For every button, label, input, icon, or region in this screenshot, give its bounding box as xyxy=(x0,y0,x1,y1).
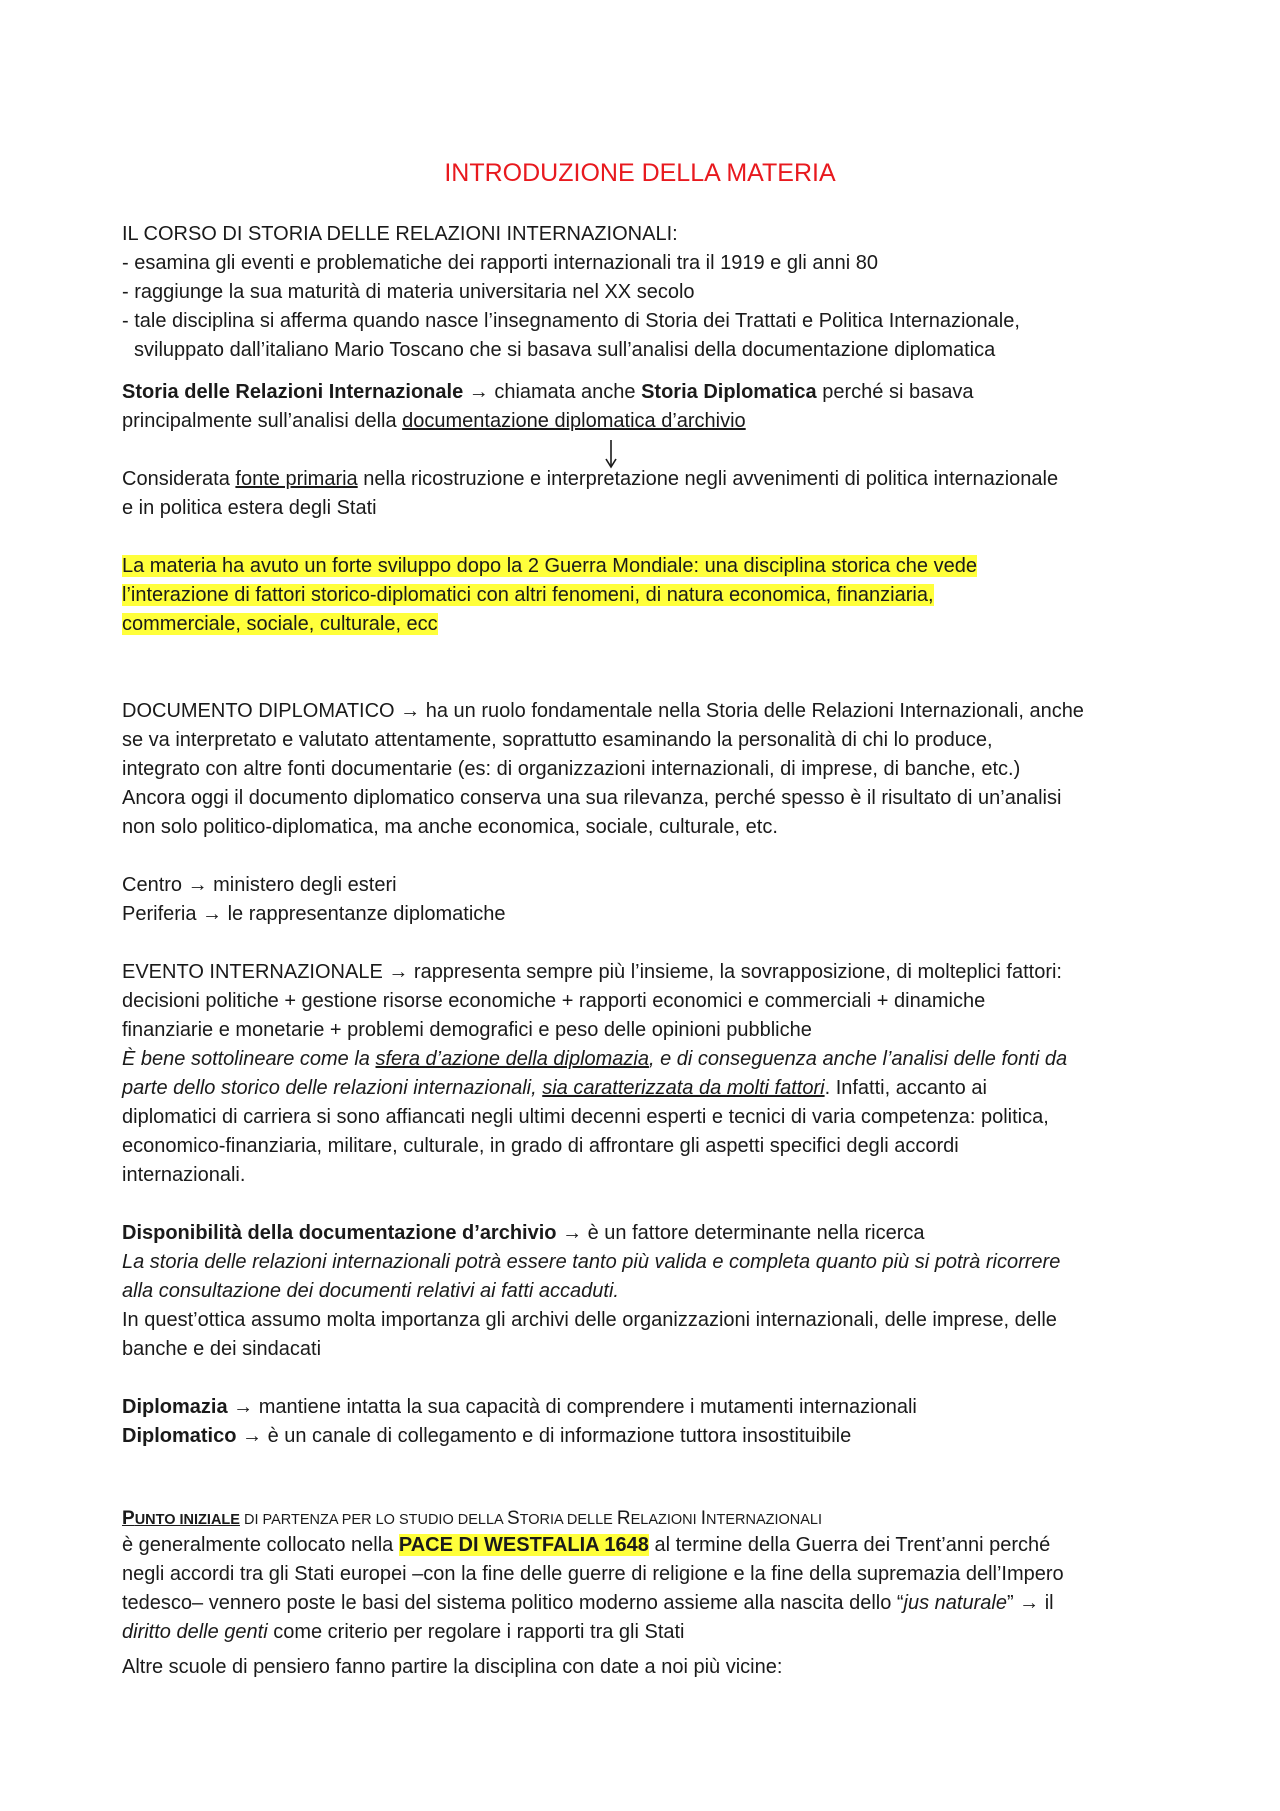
diplomazia-line: Diplomazia → mantiene intatta la sua capacità di comprendere i mutamenti internazionali xyxy=(122,1396,917,1418)
westfalia-highlight: PACE DI WESTFALIA 1648 xyxy=(398,1534,649,1556)
course-item: - esamina gli eventi e problematiche dei rapporti internazionali tra il 1919 e gli anni 80 xyxy=(122,252,878,274)
documento-line: DOCUMENTO DIPLOMATICO → ha un ruolo fondamentale nella Storia delle Relazioni Internazionali, anche xyxy=(122,700,1084,722)
storia-line-2: principalmente sull’analisi della documentazione diplomatica d’archivio xyxy=(122,410,746,432)
disponibilita-line: In quest’ottica assumo molta importanza gli archivi delle organizzazioni internazionali, delle imprese, delle xyxy=(122,1309,1057,1331)
punto-line: è generalmente collocato nella PACE DI WESTFALIA 1648 al termine della Guerra dei Trent’anni perché xyxy=(122,1534,1051,1556)
punto-line: tedesco– vennero poste le basi del sistema politico moderno assieme alla nascita dello “jus naturale” → il xyxy=(122,1592,1054,1614)
punto-heading: PUNTO INIZIALE DI PARTENZA PER LO STUDIO DELLA STORIA DELLE RELAZIONI INTERNAZIONALI xyxy=(122,1508,823,1529)
disponibilita-term: Disponibilità della documentazione d’archivio xyxy=(122,1222,557,1244)
highlight-line: commerciale, sociale, culturale, ecc xyxy=(122,613,438,635)
course-item: - tale disciplina si afferma quando nasce l’insegnamento di Storia dei Trattati e Politica Internazionale, xyxy=(122,310,1020,332)
sfera-line: internazionali. xyxy=(122,1164,246,1186)
sfera-section xyxy=(122,1045,1172,1190)
considerata-section xyxy=(122,465,1172,523)
sfera-line: È bene sottolineare come la sfera d’azione della diplomazia, e di conseguenza anche l’analisi delle fonti da xyxy=(122,1048,1068,1070)
centro-section xyxy=(122,871,1172,929)
course-item: - raggiunge la sua maturità di materia universitaria nel XX secolo xyxy=(122,281,695,303)
documento-line: integrato con altre fonti documentarie (es: di organizzazioni internazionali, di imprese, di banche, etc.) xyxy=(122,758,1021,780)
course-heading: IL CORSO DI STORIA DELLE RELAZIONI INTERNAZIONALI: xyxy=(122,223,678,245)
documento-line: Ancora oggi il documento diplomatico conserva una sua rilevanza, perché spesso è il risultato di un’analisi xyxy=(122,787,1062,809)
diplomazia-section xyxy=(122,1393,1172,1451)
storia-term-2: Storia Diplomatica xyxy=(641,381,817,403)
course-item: sviluppato dall’italiano Mario Toscano che si basava sull’analisi della documentazione diplomatica xyxy=(134,339,996,361)
disponibilita-section xyxy=(122,1219,1172,1364)
evento-line: finanziarie e monetarie + problemi demografici e peso delle opinioni pubbliche xyxy=(122,1019,812,1041)
sfera-line: parte dello storico delle relazioni internazionali, sia caratterizzata da molti fattori. Infatti, accanto ai xyxy=(122,1077,987,1099)
centro-line: Centro → ministero degli esteri xyxy=(122,874,397,896)
evento-section xyxy=(122,958,1172,1045)
page-title: INTRODUZIONE DELLA MATERIA xyxy=(444,159,836,187)
disponibilita-line: banche e dei sindacati xyxy=(122,1338,322,1360)
storia-term: Storia delle Relazioni Internazionale xyxy=(122,381,464,403)
highlight-section xyxy=(122,552,1172,639)
storia-line: Storia delle Relazioni Internazionale → chiamata anche Storia Diplomatica perché si basava xyxy=(122,381,974,403)
disponibilita-line: La storia delle relazioni internazionali potrà essere tanto più valida e completa quanto più si potrà ricorrere xyxy=(122,1251,1061,1273)
punto-section xyxy=(122,1508,1172,1682)
storia-section xyxy=(122,378,1172,436)
punto-line: diritto delle genti come criterio per regolare i rapporti tra gli Stati xyxy=(122,1621,685,1643)
periferia-line: Periferia → le rappresentanze diplomatiche xyxy=(122,903,506,925)
sfera-line: economico-finanziaria, militare, culturale, in grado di affrontare gli aspetti specifici degli accordi xyxy=(122,1135,959,1157)
punto-line: Altre scuole di pensiero fanno partire la disciplina con date a noi più vicine: xyxy=(122,1656,783,1678)
highlight-line: l’interazione di fattori storico-diplomatici con altri fenomeni, di natura economica, finanziaria, xyxy=(122,584,934,606)
documento-line: se va interpretato e valutato attentamente, soprattutto esaminando la personalità di chi lo produce, xyxy=(122,729,993,751)
course-section xyxy=(122,220,1172,365)
disponibilita-line: Disponibilità della documentazione d’archivio → è un fattore determinante nella ricerca xyxy=(122,1222,925,1244)
evento-line: decisioni politiche + gestione risorse economiche + rapporti economici e commerciali + dinamiche xyxy=(122,990,986,1012)
disponibilita-line: alla consultazione dei documenti relativi ai fatti accaduti. xyxy=(122,1280,619,1302)
documento-section xyxy=(122,697,1172,842)
punto-line: negli accordi tra gli Stati europei –con la fine delle guerre di religione e la fine della supremazia dell’Impero xyxy=(122,1563,1064,1585)
evento-line: EVENTO INTERNAZIONALE → rappresenta sempre più l’insieme, la sovrapposizione, di molteplici fattori: xyxy=(122,961,1062,983)
highlight-line: La materia ha avuto un forte sviluppo dopo la 2 Guerra Mondiale: una disciplina storica che vede xyxy=(122,555,977,577)
sfera-line: diplomatici di carriera si sono affiancati negli ultimi decenni esperti e tecnici di varia competenza: politica, xyxy=(122,1106,1049,1128)
diplomatico-line: Diplomatico → è un canale di collegamento e di informazione tuttora insostituibile xyxy=(122,1425,852,1447)
considerata-line: Considerata fonte primaria nella ricostruzione e interpretazione negli avvenimenti di politica internazionale xyxy=(122,468,1059,490)
documento-line: non solo politico-diplomatica, ma anche economica, sociale, culturale, etc. xyxy=(122,816,778,838)
considerata-line-2: e in politica estera degli Stati xyxy=(122,497,377,519)
